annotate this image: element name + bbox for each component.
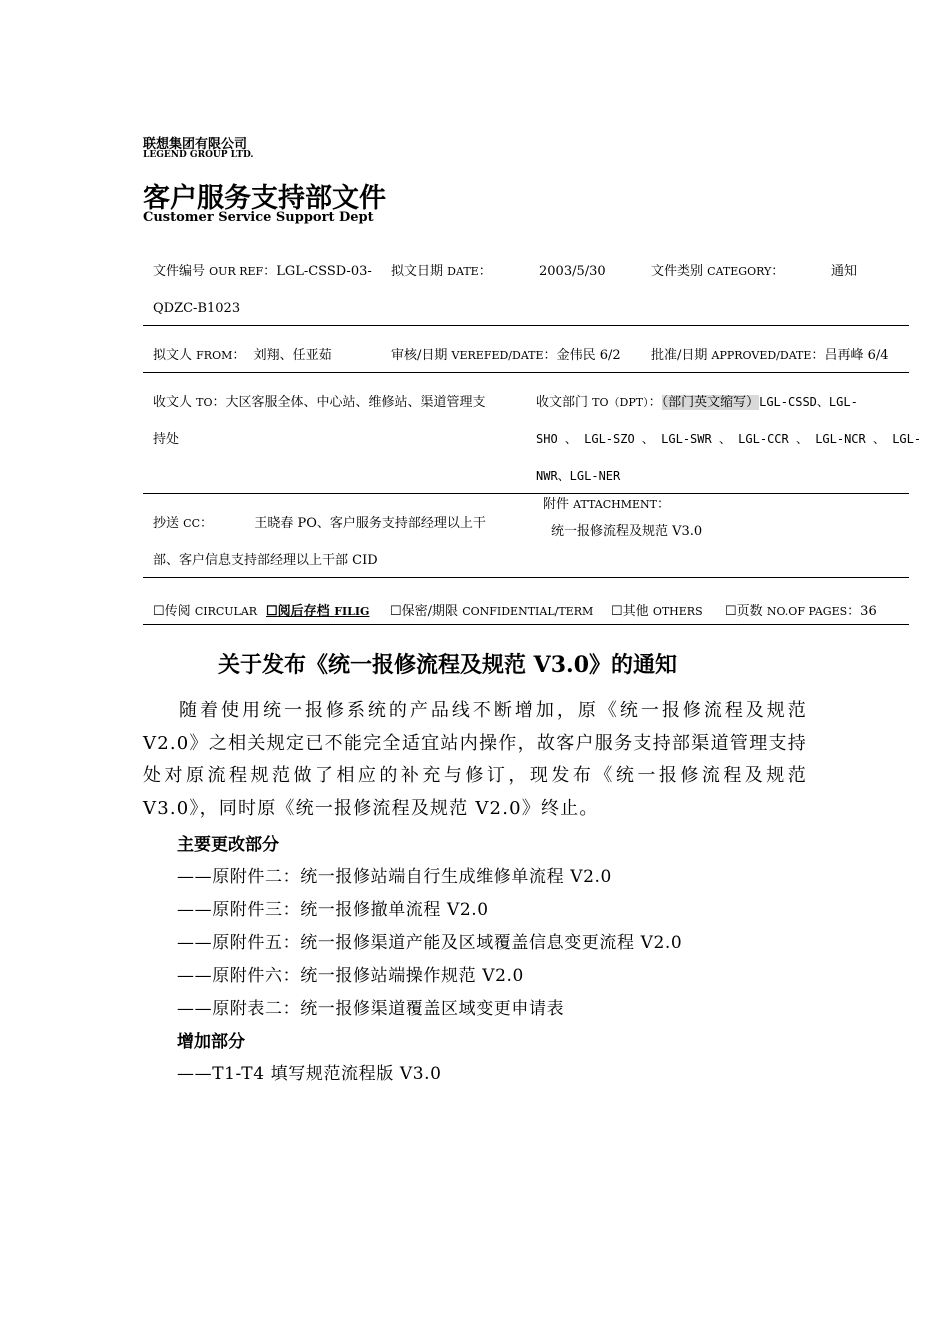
dpt-value-line2: SHO 、 LGL-SZO 、 LGL-SWR 、 LGL-CCR 、 LGL-NCR 、 LGL- (536, 432, 922, 446)
notice-title: 关于发布《统一报修流程及规范 V3.0》的通知 (218, 652, 678, 678)
company-name-en: LEGEND GROUP LTD. (143, 150, 254, 160)
divider (143, 493, 909, 494)
attachment-label: 附件 ATTACHMENT： (543, 497, 670, 512)
list-item: ——原附表二：统一报修渠道覆盖区域变更申请表 (177, 999, 565, 1019)
ref-label: 文件编号 OUR REF：LGL-CSSD-03- (153, 264, 372, 279)
divider (143, 624, 909, 625)
dpt-value-line3: NWR、LGL-NER (536, 469, 621, 483)
divider (143, 325, 909, 326)
dept-title-cn: 客户服务支持部文件 (143, 183, 386, 214)
to-field-continued: 持处 (153, 432, 180, 447)
checkbox-circular[interactable]: ☐传阅 CIRCULAR (153, 604, 258, 619)
checkbox-confidential[interactable]: ☐保密/期限 CONFIDENTIAL/TERM (390, 604, 594, 619)
dpt-hint: （部门英文缩写） (661, 395, 760, 410)
notice-paragraph: 随着使用统一报修系统的产品线不断增加，原《统一报修流程及规范 V2.0》之相关规定已不能完全适宜站内操作，故客户服务支持部渠道管理支持处对原流程规范做了相应的补充与修订，现发布《统一报修流程及规范 V3.0》，同时原《统一报修流程及规范 V2.0》终止。 (143, 700, 807, 819)
to-field: 收文人 TO：大区客服全体、中心站、维修站、渠道管理支 (153, 395, 486, 410)
list-item: ——原附件六：统一报修站端操作规范 V2.0 (177, 966, 524, 986)
approved-field: 批准/日期 APPROVED/DATE：吕再峰 6/4 (651, 348, 889, 363)
date-label: 拟文日期 DATE： (391, 264, 492, 279)
checkbox-icon: ☐ (390, 604, 402, 619)
divider (143, 577, 909, 578)
list-item: ——原附件五：统一报修渠道产能及区域覆盖信息变更流程 V2.0 (177, 933, 683, 953)
cc-field: 抄送 CC： 王晓春 PO、客户服务支持部经理以上干 (153, 516, 486, 531)
category-value: 通知 (831, 264, 858, 279)
list-item: ——T1-T4 填写规范流程版 V3.0 (177, 1064, 442, 1084)
checkbox-icon: ☐ (725, 604, 737, 619)
section-title-additions: 增加部分 (177, 1032, 245, 1052)
checkbox-others[interactable]: ☐其他 OTHERS (611, 604, 703, 619)
attachment-value: 统一报修流程及规范 V3.0 (551, 524, 703, 539)
dept-title-en: Customer Service Support Dept (143, 210, 374, 225)
company-name-cn: 联想集团有限公司 (143, 137, 248, 152)
section-title-changes: 主要更改部分 (177, 835, 279, 855)
ref-value-continued: QDZC-B1023 (153, 301, 241, 316)
divider (143, 372, 909, 373)
list-item: ——原附件二：统一报修站端自行生成维修单流程 V2.0 (177, 867, 612, 887)
page-count: ☐页数 NO.OF PAGES：36 (725, 604, 877, 619)
list-item: ——原附件三：统一报修撤单流程 V2.0 (177, 900, 489, 920)
checkbox-icon: ☐ (153, 604, 165, 619)
checkbox-icon: ☐ (266, 604, 278, 619)
date-value: 2003/5/30 (539, 264, 606, 279)
from-field: 拟文人 FROM： 刘翔、任亚茹 (153, 348, 332, 363)
cc-field-continued: 部、客户信息支持部经理以上干部 CID (153, 553, 378, 568)
checkbox-filig[interactable]: ☐阅后存档 FILIG (266, 604, 370, 619)
verified-field: 审核/日期 VEREFED/DATE：金伟民 6/2 (391, 348, 621, 363)
category-label: 文件类别 CATEGORY： (651, 264, 785, 279)
dpt-field: 收文部门 TO（DPT）：（部门英文缩写）LGL-CSSD、LGL- (536, 395, 858, 410)
checkbox-icon: ☐ (611, 604, 623, 619)
